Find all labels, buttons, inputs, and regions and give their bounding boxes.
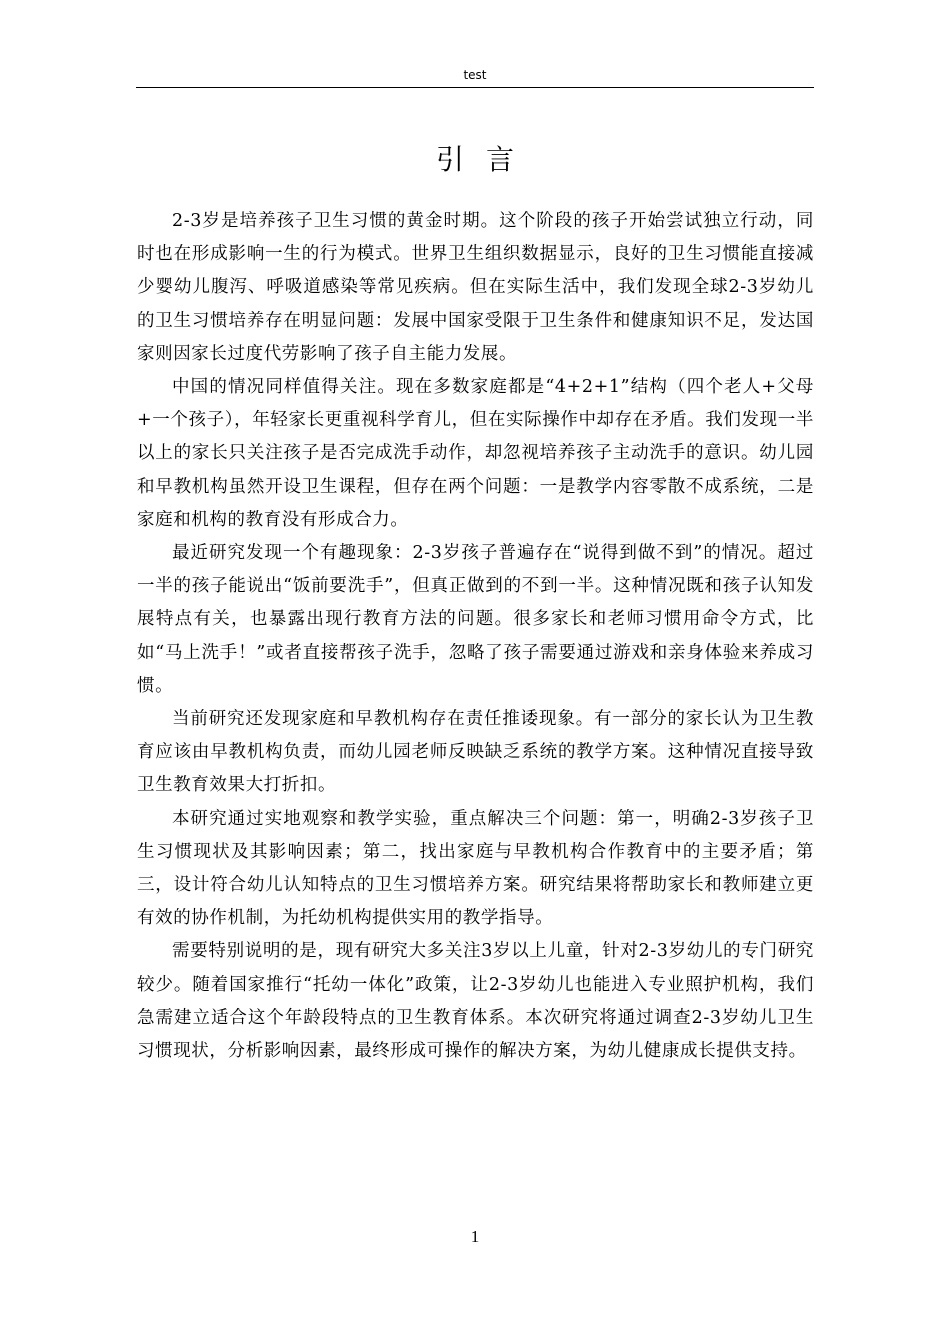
paragraph-4: 当前研究还发现家庭和早教机构存在责任推诿现象。有一部分的家长认为卫生教育应该由早教机构负责，而幼儿园老师反映缺乏系统的教学方案。这种情况直接导致卫生教育效果大打折扣。 <box>137 709 814 796</box>
paragraph-1: 2-3岁是培养孩子卫生习惯的黄金时期。这个阶段的孩子开始尝试独立行动，同时也在形成影响一生的行为模式。世界卫生组织数据显示，良好的卫生习惯能直接减少婴幼儿腹泻、呼吸道感染等常见疾病。但在实际生活中，我们发现全球2-3岁幼儿的卫生习惯培养存在明显问题：发展中国家受限于卫生条件和健康知识不足，发达国家则因家长过度代劳影响了孩子自主能力发展。 <box>137 211 814 364</box>
body-text <box>137 205 814 1068</box>
section-title: 引言 <box>435 143 536 176</box>
page-number: 1 <box>470 1227 480 1246</box>
paragraph-6: 需要特别说明的是，现有研究大多关注3岁以上儿童，针对2-3岁幼儿的专门研究较少。随着国家推行“托幼一体化”政策，让2-3岁幼儿也能进入专业照护机构，我们急需建立适合这个年龄段特点的卫生教育体系。本次研究将通过调查2-3岁幼儿卫生习惯现状，分析影响因素，最终形成可操作的解决方案，为幼儿健康成长提供支持。 <box>137 941 814 1062</box>
paragraph-5: 本研究通过实地观察和教学实验，重点解决三个问题：第一，明确2-3岁孩子卫生习惯现状及其影响因素；第二，找出家庭与早教机构合作教育中的主要矛盾；第三，设计符合幼儿认知特点的卫生习惯培养方案。研究结果将帮助家长和教师建立更有效的协作机制，为托幼机构提供实用的教学指导。 <box>137 808 814 929</box>
paragraph-2: 中国的情况同样值得关注。现在多数家庭都是“4+2+1”结构（四个老人+父母+一个孩子），年轻家长更重视科学育儿，但在实际操作中却存在矛盾。我们发现一半以上的家长只关注孩子是否完成洗手动作，却忽视培养孩子主动洗手的意识。幼儿园和早教机构虽然开设卫生课程，但存在两个问题：一是教学内容零散不成系统，二是家庭和机构的教育没有形成合力。 <box>137 377 814 530</box>
paragraph-3: 最近研究发现一个有趣现象：2-3岁孩子普遍存在“说得到做不到”的情况。超过一半的孩子能说出“饭前要洗手”，但真正做到的不到一半。这种情况既和孩子认知发展特点有关，也暴露出现行教育方法的问题。很多家长和老师习惯用命令方式，比如“马上洗手！”或者直接帮孩子洗手，忽略了孩子需要通过游戏和亲身体验来养成习惯。 <box>137 543 814 696</box>
header-rule <box>136 87 814 88</box>
page-header: test <box>463 68 487 82</box>
